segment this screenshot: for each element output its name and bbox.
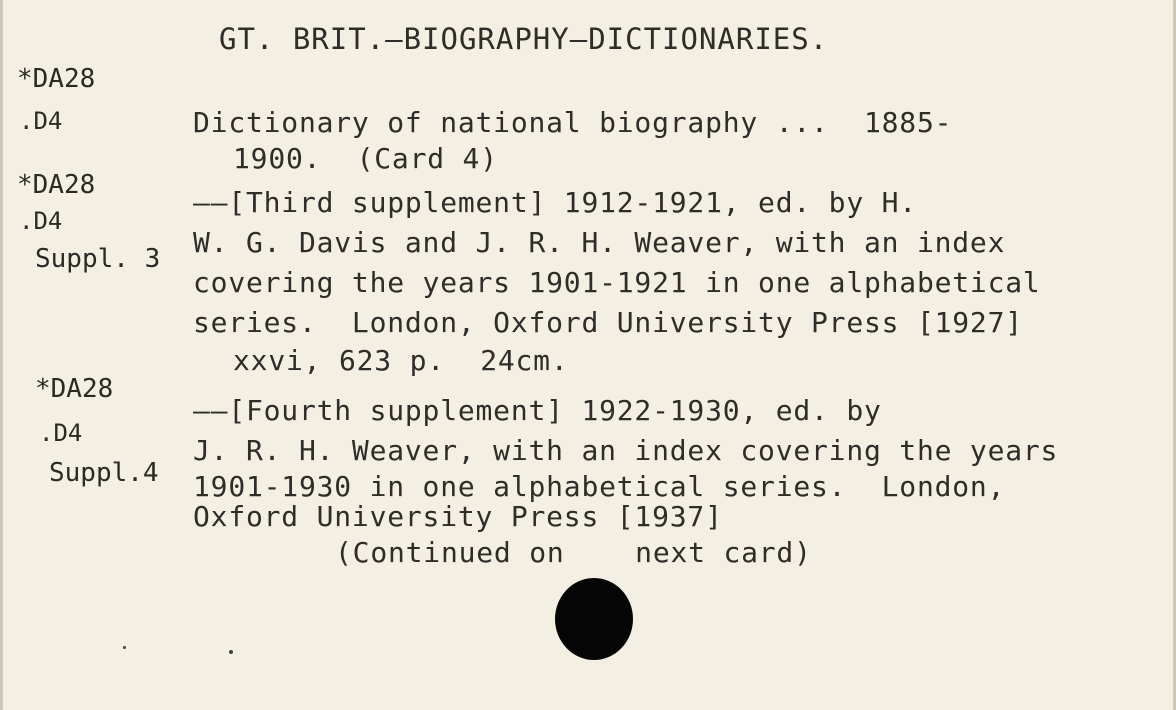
third-supplement-line2: W. G. Davis and J. R. H. Weaver, with an index	[193, 226, 1006, 259]
call-number-1-line1: *DA28	[17, 64, 96, 94]
main-entry-line2: 1900. (Card 4)	[233, 142, 498, 175]
call-number-3-line1: *DA28	[35, 374, 114, 404]
call-number-1-line2: .D4	[19, 107, 63, 135]
punch-hole	[555, 578, 633, 660]
fourth-supplement-line1: ——[Fourth supplement] 1922-1930, ed. by	[193, 394, 882, 427]
continued-note: (Continued on next card)	[335, 536, 812, 569]
ink-speck	[229, 650, 233, 654]
call-number-2-line2: .D4	[19, 207, 63, 235]
main-entry-line1: Dictionary of national biography ... 1885-	[193, 106, 953, 139]
call-number-3-line2: .D4	[39, 419, 83, 447]
fourth-supplement-line3: 1901-1930 in one alphabetical series. London,	[193, 470, 1006, 503]
fourth-supplement-line4: Oxford University Press [1937]	[193, 500, 723, 533]
third-supplement-line5: xxvi, 623 p. 24cm.	[233, 344, 569, 377]
subject-heading: GT. BRIT.—BIOGRAPHY—DICTIONARIES.	[219, 22, 829, 56]
third-supplement-line3: covering the years 1901-1921 in one alphabetical	[193, 266, 1041, 299]
call-number-3-line3: Suppl.4	[49, 458, 159, 488]
call-number-2-line3: Suppl. 3	[35, 244, 161, 274]
third-supplement-line4: series. London, Oxford University Press [1927]	[193, 306, 1023, 339]
fourth-supplement-line2: J. R. H. Weaver, with an index covering the years	[193, 434, 1059, 467]
ink-speck	[123, 646, 126, 649]
call-number-2-line1: *DA28	[17, 170, 96, 200]
third-supplement-line1: ——[Third supplement] 1912-1921, ed. by H.	[193, 186, 917, 219]
